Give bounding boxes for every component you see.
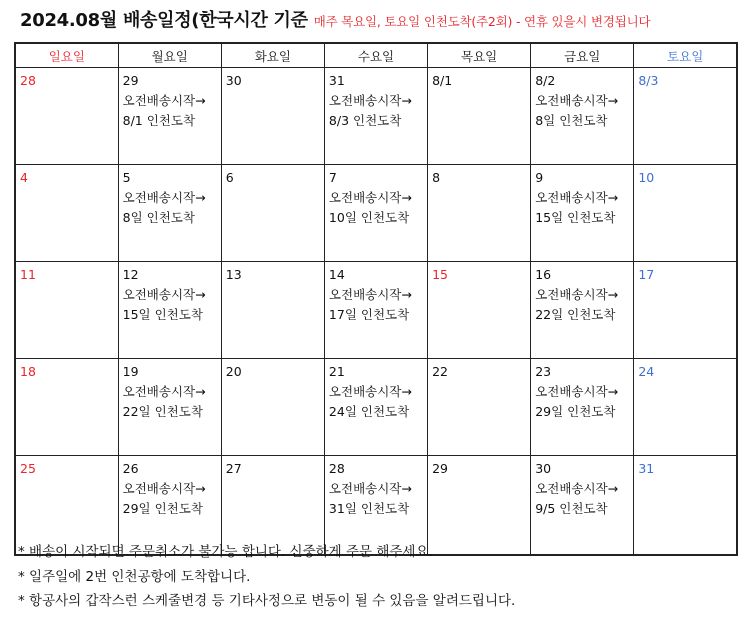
calendar-day-cell	[15, 68, 118, 165]
day-number: 17	[638, 267, 655, 282]
day-number: 26	[122, 461, 139, 476]
notice-item: * 배송이 시작되면 주문취소가 불가능 합니다. 신중하게 주문 해주세요.	[18, 544, 433, 560]
shipping-calendar	[14, 42, 738, 556]
shipping-start-text: 오전배송시작→	[122, 190, 206, 205]
day-number: 31	[638, 461, 655, 476]
calendar-day-cell	[15, 359, 118, 456]
day-number: 27	[225, 461, 242, 476]
incheon-arrival-text: 17일 인천도착	[328, 307, 410, 322]
incheon-arrival-text: 29일 인천도착	[122, 501, 203, 516]
shipping-start-text: 오전배송시작→	[122, 384, 206, 399]
incheon-arrival-text: 9/5 인천도착	[535, 501, 608, 516]
calendar-day-cell	[118, 68, 221, 165]
day-number: 4	[20, 170, 28, 185]
calendar-day-cell	[428, 165, 531, 262]
day-number: 29	[432, 461, 448, 476]
weekday-header-sunday: 일요일	[15, 43, 118, 68]
day-number: 8/1	[432, 73, 453, 88]
incheon-arrival-text: 31일 인천도착	[328, 501, 410, 516]
incheon-arrival-text: 8일 인천도착	[535, 113, 608, 128]
incheon-arrival-text: 24일 인천도착	[328, 404, 410, 419]
incheon-arrival-text: 8일 인천도착	[122, 210, 195, 225]
notice-item: * 일주일에 2번 인천공항에 도착합니다.	[18, 568, 251, 585]
day-number: 13	[225, 267, 242, 282]
day-number: 14	[328, 267, 345, 282]
calendar-week-row	[15, 359, 737, 456]
shipping-start-text: 오전배송시작→	[535, 287, 619, 302]
weekday-header-tuesday: 화요일	[221, 43, 324, 68]
calendar-body	[15, 68, 737, 556]
shipping-start-text: 오전배송시작→	[122, 287, 206, 302]
page-title: 2024.08월 배송일정(한국시간 기준	[20, 10, 308, 31]
notice-item: * 항공사의 갑작스런 스케줄변경 등 기타사정으로 변동이 될 수 있음을 알려드립니다.	[18, 593, 516, 609]
calendar-day-cell	[531, 262, 634, 359]
incheon-arrival-text: 15일 인천도착	[535, 210, 616, 225]
day-number: 11	[20, 267, 36, 282]
day-number: 9	[535, 170, 544, 185]
day-number: 5	[122, 170, 131, 185]
calendar-day-cell	[531, 359, 634, 456]
day-number: 10	[638, 170, 655, 185]
incheon-arrival-text: 22일 인천도착	[122, 404, 203, 419]
calendar-day-cell	[428, 262, 531, 359]
day-number: 16	[535, 267, 552, 282]
calendar-day-cell	[324, 68, 427, 165]
shipping-start-text: 오전배송시작→	[535, 384, 619, 399]
calendar-day-cell	[634, 68, 737, 165]
weekday-header-thursday: 목요일	[428, 43, 531, 68]
day-number: 22	[432, 364, 448, 379]
day-number: 12	[122, 267, 139, 282]
day-number: 19	[122, 364, 139, 379]
weekday-header-monday: 월요일	[118, 43, 221, 68]
shipping-start-text: 오전배송시작→	[535, 481, 619, 496]
day-number: 31	[328, 73, 345, 88]
shipping-start-text: 오전배송시작→	[328, 287, 412, 302]
calendar-week-row	[15, 165, 737, 262]
day-number: 7	[328, 170, 337, 185]
day-number: 28	[20, 73, 36, 88]
calendar-day-cell	[324, 262, 427, 359]
day-number: 8/2	[535, 73, 556, 88]
shipping-start-text: 오전배송시작→	[328, 93, 412, 108]
schedule-title	[20, 6, 740, 38]
calendar-day-cell	[634, 262, 737, 359]
day-number: 30	[225, 73, 242, 88]
day-number: 6	[225, 170, 234, 185]
day-number: 23	[535, 364, 552, 379]
weekday-header-wednesday: 수요일	[324, 43, 427, 68]
calendar-day-cell	[428, 68, 531, 165]
day-number: 29	[122, 73, 139, 88]
calendar-day-cell	[531, 165, 634, 262]
calendar-day-cell	[221, 262, 324, 359]
calendar-day-cell	[118, 359, 221, 456]
title-note: 매주 목요일, 토요일 인천도착(주2회) - 연휴 있을시 변경됩니다	[313, 14, 651, 29]
calendar-day-cell	[221, 68, 324, 165]
incheon-arrival-text: 8/1 인천도착	[122, 113, 196, 128]
day-number: 30	[535, 461, 552, 476]
calendar-day-cell	[221, 165, 324, 262]
shipping-start-text: 오전배송시작→	[535, 190, 619, 205]
day-number: 15	[432, 267, 448, 282]
incheon-arrival-text: 10일 인천도착	[328, 210, 410, 225]
calendar-day-cell	[634, 165, 737, 262]
calendar-week-row	[15, 262, 737, 359]
notice-list	[18, 540, 738, 614]
day-number: 8	[432, 170, 441, 185]
incheon-arrival-text: 22일 인천도착	[535, 307, 616, 322]
shipping-start-text: 오전배송시작→	[328, 190, 412, 205]
weekday-header-friday: 금요일	[531, 43, 634, 68]
shipping-start-text: 오전배송시작→	[328, 481, 412, 496]
calendar-day-cell	[324, 359, 427, 456]
day-number: 18	[20, 364, 36, 379]
incheon-arrival-text: 8/3 인천도착	[328, 113, 402, 128]
calendar-day-cell	[324, 165, 427, 262]
incheon-arrival-text: 15일 인천도착	[122, 307, 203, 322]
day-number: 21	[328, 364, 345, 379]
weekday-header-saturday: 토요일	[634, 43, 737, 68]
calendar-day-cell	[634, 359, 737, 456]
shipping-start-text: 오전배송시작→	[328, 384, 412, 399]
calendar-day-cell	[221, 359, 324, 456]
day-number: 28	[328, 461, 345, 476]
day-number: 25	[20, 461, 36, 476]
day-number: 20	[225, 364, 242, 379]
calendar-day-cell	[531, 68, 634, 165]
day-number: 24	[638, 364, 655, 379]
calendar-day-cell	[15, 262, 118, 359]
incheon-arrival-text: 29일 인천도착	[535, 404, 616, 419]
calendar-day-cell	[118, 262, 221, 359]
shipping-start-text: 오전배송시작→	[122, 481, 206, 496]
calendar-day-cell	[15, 165, 118, 262]
day-number: 8/3	[638, 73, 659, 88]
calendar-day-cell	[428, 359, 531, 456]
calendar-day-cell	[118, 165, 221, 262]
shipping-start-text: 오전배송시작→	[122, 93, 206, 108]
calendar-week-row	[15, 68, 737, 165]
shipping-start-text: 오전배송시작→	[535, 93, 619, 108]
